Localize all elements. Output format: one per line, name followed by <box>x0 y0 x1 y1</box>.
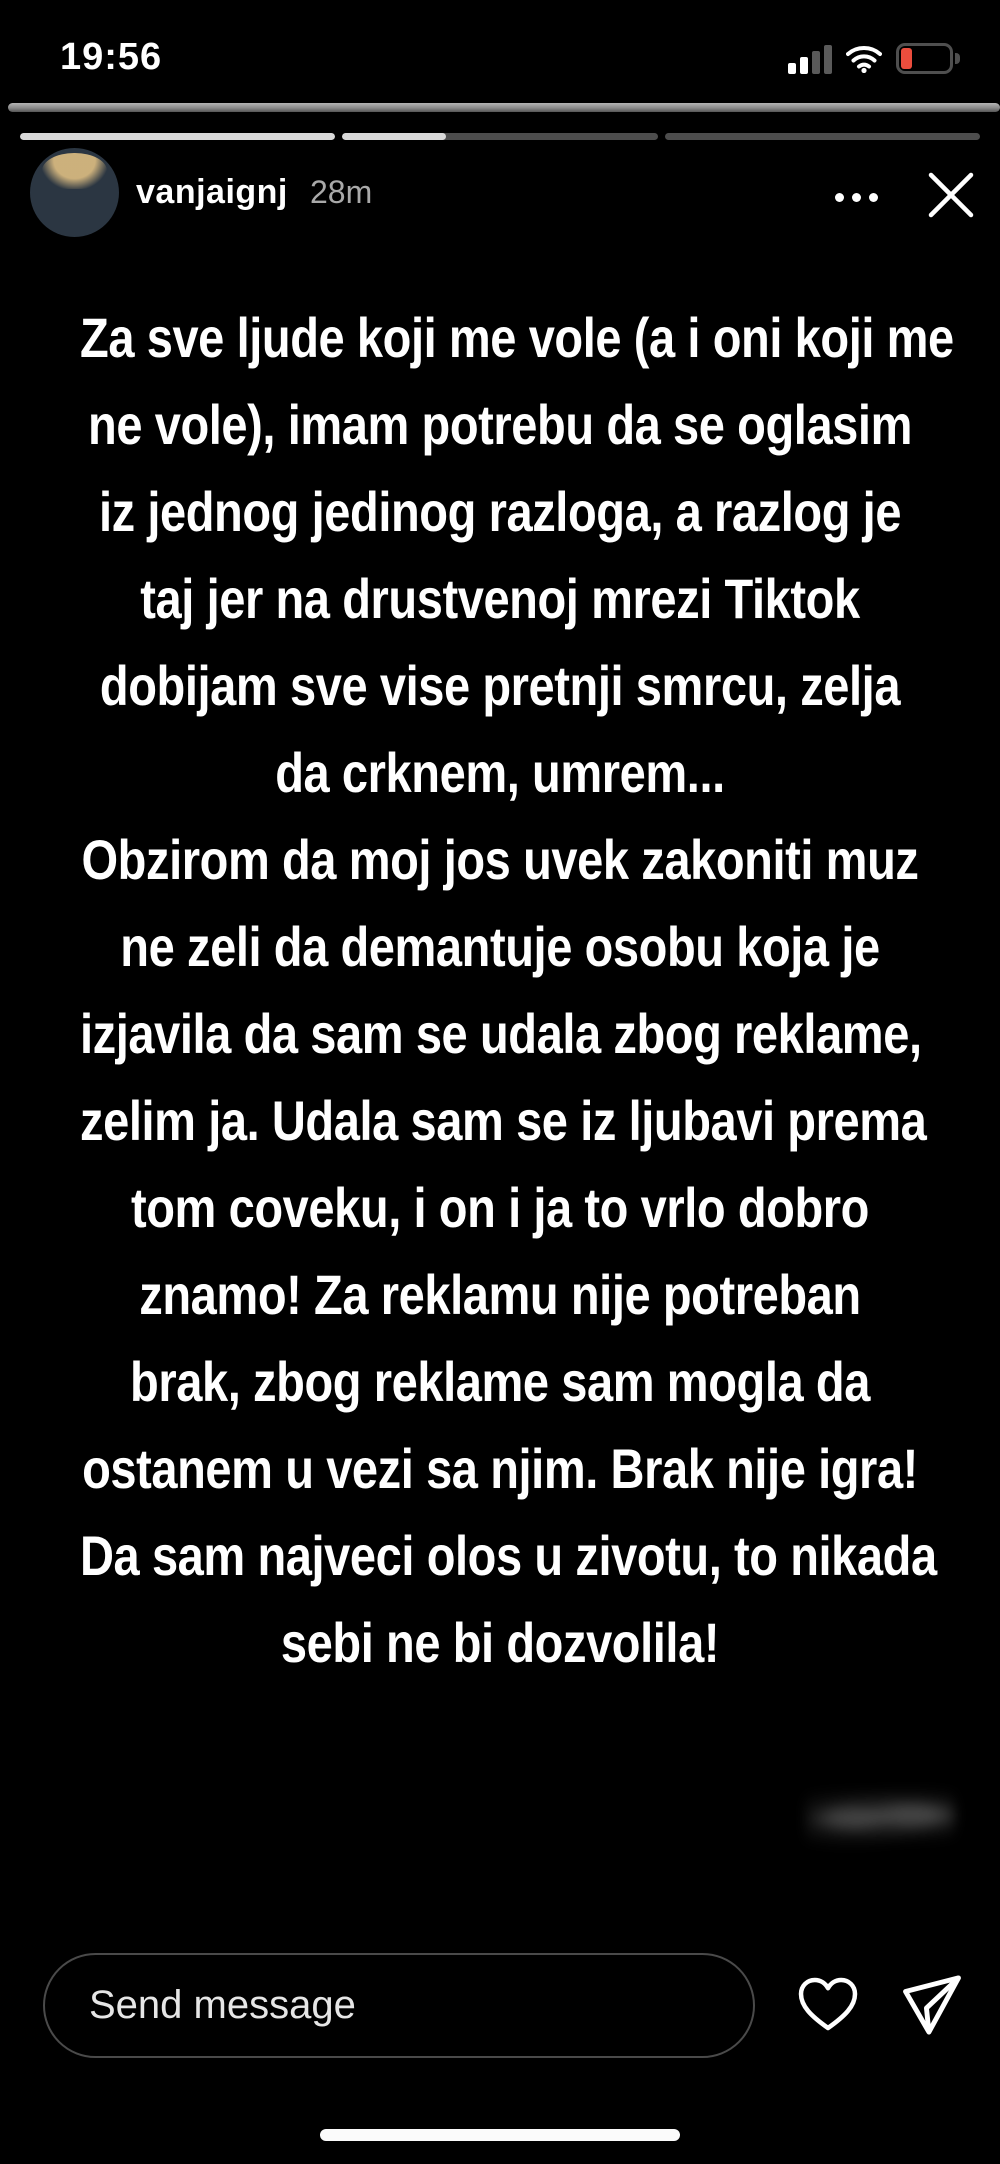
progress-segment-3 <box>665 133 980 140</box>
story-text-line: ostanem u vezi sa njim. Brak nije igra! <box>82 1437 918 1500</box>
signal-bar-2 <box>800 57 808 74</box>
story-text-line: dobijam sve vise pretnji smrcu, zelja <box>99 654 901 717</box>
status-icons <box>788 40 960 74</box>
story-text-line: Obzirom da moj jos uvek zakoniti muz <box>81 828 919 891</box>
cellular-signal-icon <box>788 44 832 74</box>
wifi-icon <box>846 45 882 73</box>
battery-level-fill <box>901 48 912 69</box>
avatar[interactable] <box>30 148 119 237</box>
story-text-line: izjavila da sam se udala zbog reklame, <box>80 1002 922 1065</box>
progress-fill-1 <box>20 133 335 140</box>
ellipsis-dot <box>869 193 878 202</box>
story-text-line: da crknem, umrem... <box>275 741 725 804</box>
send-message-input[interactable] <box>43 1953 755 2058</box>
progress-segment-2 <box>342 133 657 140</box>
username[interactable]: vanjaignj <box>136 173 288 211</box>
story-text-block <box>80 294 954 1686</box>
like-button[interactable] <box>792 1967 864 2043</box>
story-header <box>0 140 1000 250</box>
battery-cap <box>955 53 960 64</box>
clock-time: 19:56 <box>60 36 163 78</box>
story-text-line: ne vole), imam potrebu da se oglasim <box>88 393 912 456</box>
status-bar <box>0 0 1000 95</box>
progress-segment-1 <box>20 133 335 140</box>
story-card-top-edge <box>8 103 1000 112</box>
ellipsis-dot <box>835 193 844 202</box>
battery-icon <box>896 43 960 74</box>
story-progress-bar <box>20 133 980 140</box>
close-button[interactable] <box>918 162 984 228</box>
progress-fill-2 <box>342 133 446 140</box>
story-text-line: iz jednog jedinog razloga, a razlog je <box>98 480 902 543</box>
story-text-line: ne zeli da demantuje osobu koja je <box>120 915 880 978</box>
story-text-line: zelim ja. Udala sam se iz ljubavi prema <box>80 1089 927 1152</box>
more-options-button[interactable] <box>828 180 884 214</box>
heart-icon <box>797 1976 859 2034</box>
blurred-watermark <box>805 1782 955 1848</box>
story-text-line: znamo! Za reklamu nije potreban <box>139 1263 861 1326</box>
close-icon <box>923 167 979 223</box>
share-paper-plane-icon <box>901 1973 963 2037</box>
signal-bar-3 <box>812 51 820 74</box>
story-timestamp: 28m <box>310 174 373 210</box>
home-indicator[interactable] <box>320 2129 680 2141</box>
share-button[interactable] <box>896 1967 968 2043</box>
story-text-line: brak, zbog reklame sam mogla da <box>130 1350 870 1413</box>
ellipsis-dot <box>852 193 861 202</box>
story-text-line: tom coveku, i on i ja to vrlo dobro <box>130 1176 870 1239</box>
signal-bar-1 <box>788 63 796 74</box>
story-text-line: sebi ne bi dozvolila! <box>280 1611 720 1674</box>
story-text-line: Da sam najveci olos u zivotu, to nikada <box>80 1524 937 1587</box>
story-footer <box>0 1945 1000 2075</box>
signal-bar-4 <box>824 45 832 74</box>
story-text-line: taj jer na drustvenoj mrezi Tiktok <box>140 567 860 630</box>
story-text-line: Za sve ljude koji me vole (a i oni koji me <box>80 306 954 369</box>
